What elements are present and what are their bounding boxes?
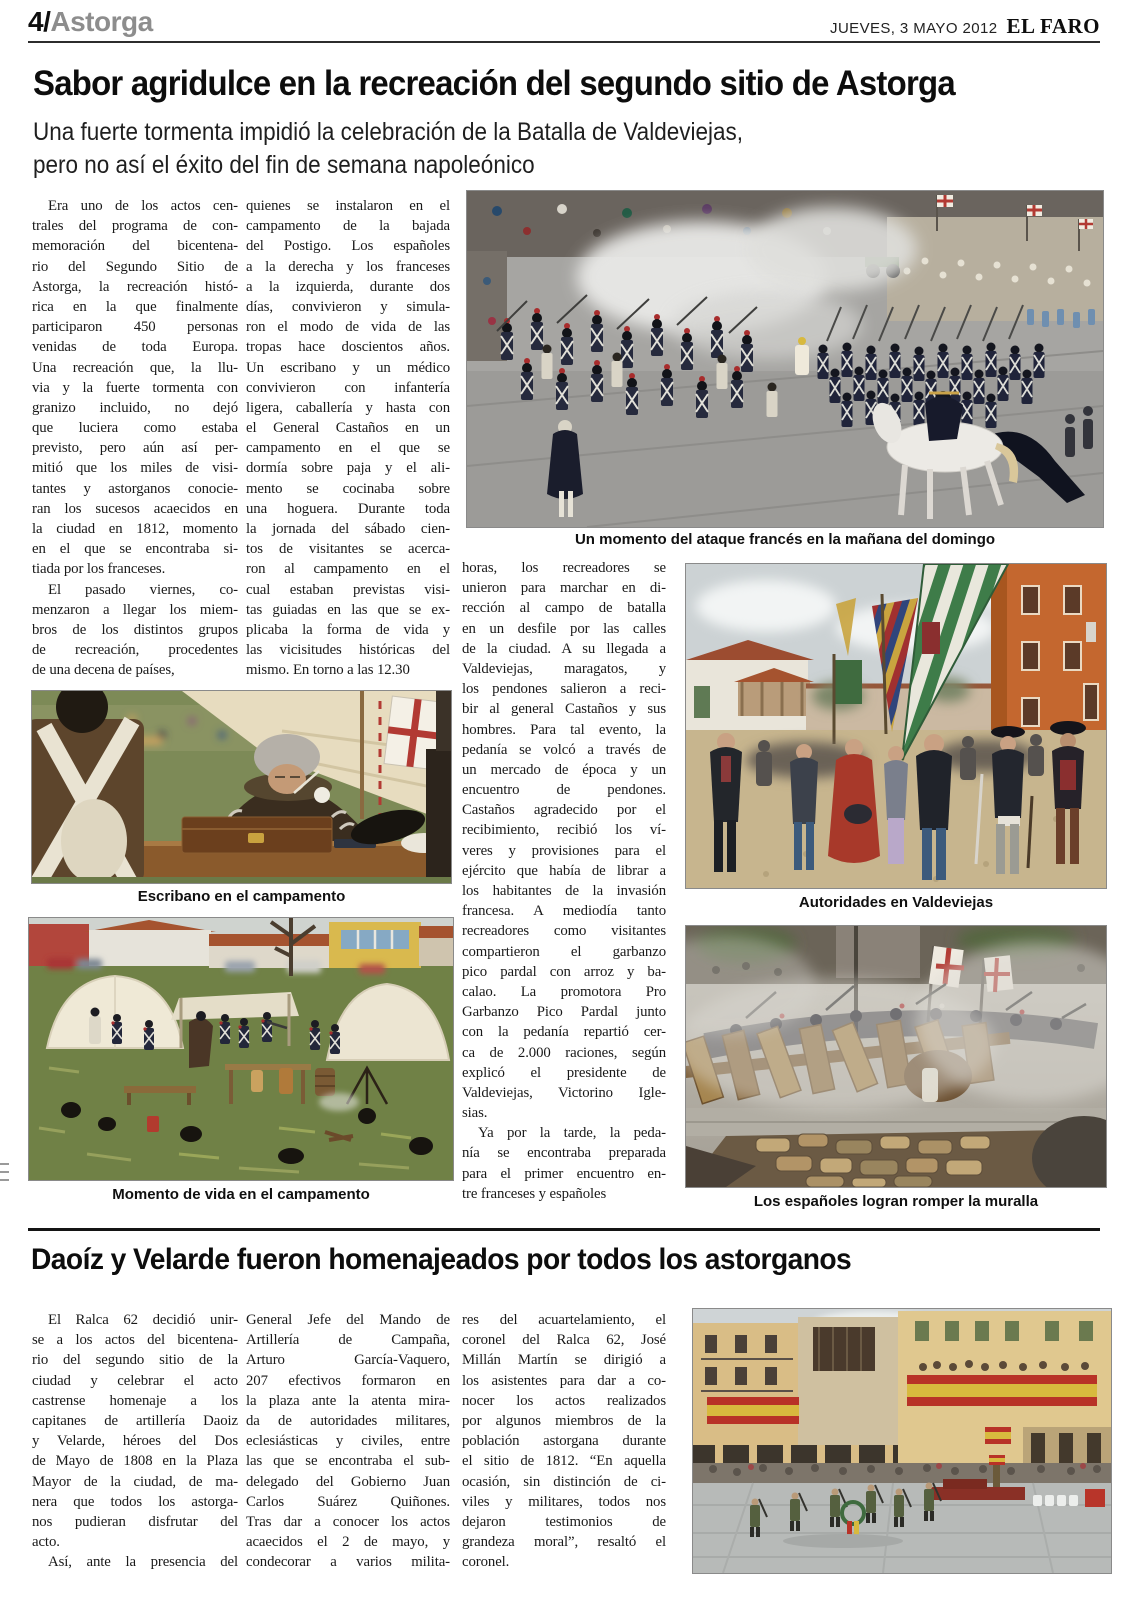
text-line: Carlos Suárez Quiñones. (246, 1493, 450, 1510)
text-line: Valdeviejas, maragatos, y (462, 660, 666, 677)
text-line: Castaños agradecido por el (462, 802, 666, 819)
text-line: los asistentes para dar a co- (462, 1372, 666, 1389)
text-line: coronel del Ralca 62, José (462, 1332, 666, 1349)
text-line: nocer los actos realizados (462, 1392, 666, 1409)
text-line: nos pudieran disfrutar del (32, 1513, 238, 1530)
text-line: los pendones salieron a reci- (462, 681, 666, 698)
text-line: encuentro de pendones. (462, 782, 666, 799)
text-line: Garbanzo Pico Pardal junto (462, 1004, 666, 1021)
text-line: Así, ante la presencia del (48, 1554, 238, 1571)
photo-campamento-illustration (29, 918, 453, 1180)
text-line: la jornada del sábado cien- (246, 521, 450, 537)
text-line: tos de visitantes se acerca- (246, 541, 450, 558)
text-line: coronel. (462, 1554, 510, 1571)
text-line: el General Castaños en un (246, 420, 450, 437)
text-line: ejército que había de librar a (462, 862, 666, 879)
text-line: El Ralca 62 decidió unir- (48, 1312, 238, 1328)
photo-caption: Momento de vida en el campamento (112, 1186, 370, 1203)
text-line: da de autoridades militares, (246, 1412, 450, 1429)
text-line: Tras dar a conocer los actos (246, 1513, 450, 1530)
text-line: para el primer encuentro en- (462, 1165, 666, 1182)
photo-ataque-frances-illustration (467, 191, 1103, 527)
article1-column-1 (32, 196, 238, 681)
text-line: tiada por los franceses. (32, 561, 166, 578)
newspaper-masthead: EL FARO (1006, 14, 1100, 38)
text-line: y Velarde, héroes del Dos (32, 1433, 238, 1450)
text-line: via y la fuerte tormenta con (32, 379, 238, 396)
photo-caption: Un momento del ataque francés en la mañana del domingo (574, 531, 996, 548)
text-line: res del acuartelamiento, el (462, 1312, 666, 1328)
text-line: Arturo García-Vaquero, (246, 1352, 450, 1369)
photo-autoridades (685, 563, 1107, 889)
text-line: tre franceses y españoles (462, 1185, 607, 1202)
photo-homenaje-plaza-illustration (693, 1309, 1111, 1573)
text-line: en el que se encontraba si- (32, 541, 238, 558)
text-line: campamento en el que se (246, 440, 450, 457)
photo-escribano (31, 690, 452, 884)
text-line: rio del segundo sitio de la (32, 1352, 238, 1369)
text-line: pico pardal con arroz y ba- (462, 963, 666, 980)
article2-column-1 (32, 1310, 238, 1572)
text-line: la plaza ante la atenta mira- (246, 1392, 450, 1409)
text-line: Astorga, la recreación histó- (32, 278, 238, 295)
text-line: un mercado de época y un (462, 761, 666, 778)
article1-column-2 (246, 196, 450, 681)
text-line: de Mayo de 1808 en la Plaza (32, 1453, 238, 1470)
text-line: las que se encontraba el sub- (246, 1453, 450, 1470)
text-line: delegado del Gobierno Juan (246, 1473, 450, 1490)
text-line: memoración del bicentena- (32, 238, 238, 255)
text-line: mismo. En torno a las 12.30 (246, 662, 410, 679)
text-line: menzaron a llegar los miem- (32, 601, 238, 618)
text-line: participaron 450 personas (32, 319, 238, 336)
text-line: ron el modo de vida de las (246, 319, 450, 336)
photo-caption: Los españoles logran romper la muralla (753, 1193, 1039, 1210)
photo-caption: Autoridades en Valdeviejas (798, 894, 994, 911)
text-line: francesa. A mediodía tanto (462, 903, 666, 920)
article2-column-3 (462, 1310, 666, 1572)
print-registration-marks (0, 1163, 10, 1187)
text-line: que luciera como estaba (32, 420, 238, 437)
text-line: dormía sobre paja y el ali- (246, 460, 450, 477)
foreground-soldier (32, 691, 144, 883)
text-line: Millán Martín se dirigió a (462, 1352, 666, 1369)
text-line: pedanía se volcó a través de (462, 741, 666, 758)
text-line: con la pedanía repartió cer- (462, 1024, 666, 1041)
photo-muralla (685, 925, 1107, 1188)
text-line: acaecidos el 2 de mayo, y (246, 1534, 450, 1551)
text-line: Mayor de la ciudad, de ma- (32, 1473, 238, 1490)
text-line: a la izquierda, durante dos (246, 278, 450, 295)
text-line: Valdeviejas, Victorino Igle- (462, 1084, 666, 1101)
text-line: El pasado viernes, co- (48, 581, 238, 598)
text-line: bir al general Castaños y sus (462, 701, 666, 718)
text-line: viles y militares, todos nos (462, 1493, 666, 1510)
text-line: sias. (462, 1105, 488, 1122)
text-line: por algunos miembros de la (462, 1412, 666, 1429)
photo-caption: Escribano en el campamento (137, 888, 346, 905)
text-line: nía se encontraba preparada (462, 1145, 666, 1162)
photo-escribano-illustration (32, 691, 451, 883)
text-line: 207 efectivos formaron en (246, 1372, 450, 1389)
text-line: convivieron con infantería (246, 379, 450, 396)
text-line: tropas hace doscientos años. (246, 339, 450, 356)
text-line: bros de los distintos grupos (32, 621, 238, 638)
text-line: mento se cocinaba sobre (246, 480, 450, 497)
text-line: plicaba la forma de vida y (246, 621, 450, 638)
page-section-header (28, 6, 153, 38)
text-line: campamento de la bajada (246, 218, 450, 235)
text-line: la ciudad en 1812, momento (32, 521, 238, 537)
scribe-face (268, 764, 306, 794)
text-line: acto. (32, 1534, 60, 1551)
text-line: mitió que los miles de visi- (32, 460, 238, 477)
text-line: hombres. Para tal evento, la (462, 721, 666, 738)
text-line: de recreación, procedentes (32, 642, 238, 659)
text-line: trales del programa de con- (32, 218, 238, 235)
text-line: calao. La promotora Pro (462, 983, 666, 1000)
text-line: rio del Segundo Sitio de (32, 258, 238, 275)
text-line: explicó el presidente de (462, 1064, 666, 1081)
text-line: eclesiásticas y civiles, entre (246, 1433, 450, 1450)
text-line: horas, los recreadores se (462, 560, 666, 576)
text-line: las vicisitudes históricas del (246, 642, 450, 659)
text-line: cual estaban previstas visi- (246, 581, 450, 598)
dateline (830, 14, 1100, 39)
text-line: una hoguera. Durante toda (246, 500, 450, 517)
text-line: recibimiento, recibió los ví- (462, 822, 666, 839)
text-line: población astorgana durante (462, 1433, 666, 1450)
photo-autoridades-illustration (686, 564, 1106, 888)
text-line: en un desfile por las calles (462, 620, 666, 637)
text-line: tas guiadas en las que se ex- (246, 601, 450, 618)
text-line: previsto, pero aún así per- (32, 440, 238, 457)
text-line: tantes y astorganos conocie- (32, 480, 238, 497)
text-line: a la derecha y los franceses (246, 258, 450, 275)
text-line: se a los actos del bicentena- (32, 1332, 238, 1349)
text-line: ocasión, sin distinción de ci- (462, 1473, 666, 1490)
article1-column-3 (462, 558, 666, 1204)
text-line: quienes se instalaron en el (246, 198, 450, 214)
section-divider-rule (28, 1228, 1100, 1231)
photo-ataque-frances (466, 190, 1104, 528)
text-line: unieron para marchar en di- (462, 580, 666, 597)
header-rule (28, 41, 1100, 43)
article1-subhead (33, 116, 933, 182)
text-line: Era uno de los actos cen- (48, 198, 238, 214)
text-line: ran los sucesos acaecidos en (32, 500, 238, 517)
text-line: Un escribano y un médico (246, 359, 450, 376)
page-number: 4/ (28, 6, 51, 37)
text-line: recreadores como visitantes (462, 923, 666, 940)
text-line: del Postigo. Los españoles (246, 238, 450, 255)
section-name: Astorga (50, 6, 153, 37)
text-line: nera que todos los astorga- (32, 1493, 238, 1510)
article1-subhead-line1: Una fuerte tormenta impidió la celebración de la Batalla de Valdeviejas, (33, 118, 744, 146)
text-line: de la ciudad. A su llegada a (462, 640, 666, 657)
text-line: compartieron el garbanzo (462, 943, 666, 960)
photo-campamento (28, 917, 454, 1181)
photo-muralla-illustration (686, 926, 1106, 1187)
text-line: venidas de toda Europa. (32, 339, 238, 356)
text-line: dejaron testimonios de (462, 1513, 666, 1530)
article2-headline: Daoíz y Velarde fueron homenajeados por todos los astorganos (31, 1243, 852, 1276)
article1-subhead-line2: pero no así el éxito del fin de semana napoleónico (33, 151, 535, 179)
text-line: Artillería de Campaña, (246, 1332, 450, 1349)
article1-headline: Sabor agridulce en la recreación del segundo sitio de Astorga (33, 64, 955, 103)
issue-date: JUEVES, 3 MAYO 2012 (830, 20, 998, 37)
text-line: General Jefe del Mando de (246, 1312, 450, 1328)
text-line: de una decena de países, (32, 662, 175, 679)
text-line: días, convivieron y simula- (246, 298, 450, 315)
text-line: Una recreación que, la llu- (32, 359, 238, 376)
text-line: rección al campo de batalla (462, 600, 666, 617)
text-line: los habitantes de la invasión (462, 883, 666, 899)
photo-homenaje-plaza (692, 1308, 1112, 1574)
text-line: condecorar a varios milita- (246, 1554, 450, 1571)
text-line: veres y provisiones para el (462, 842, 666, 859)
text-line: ciudad y celebrar el acto (32, 1372, 238, 1389)
text-line: capitanes de artillería Daoiz (32, 1412, 238, 1429)
text-line: Ya por la tarde, la peda- (478, 1125, 666, 1142)
text-line: el sitio de 1812. “En aquella (462, 1453, 666, 1470)
text-line: ron al campamento en el (246, 561, 450, 578)
article2-column-2 (246, 1310, 450, 1572)
text-line: rica en la que finalmente (32, 298, 238, 315)
text-line: ca de 2.000 raciones, según (462, 1044, 666, 1061)
text-line: ligera, caballería y hasta con (246, 399, 450, 416)
text-line: castrense homenaje a los (32, 1392, 238, 1409)
text-line: grandeza moral”, resaltó el (462, 1534, 666, 1551)
text-line: granizo incluido, no dejó (32, 399, 238, 416)
